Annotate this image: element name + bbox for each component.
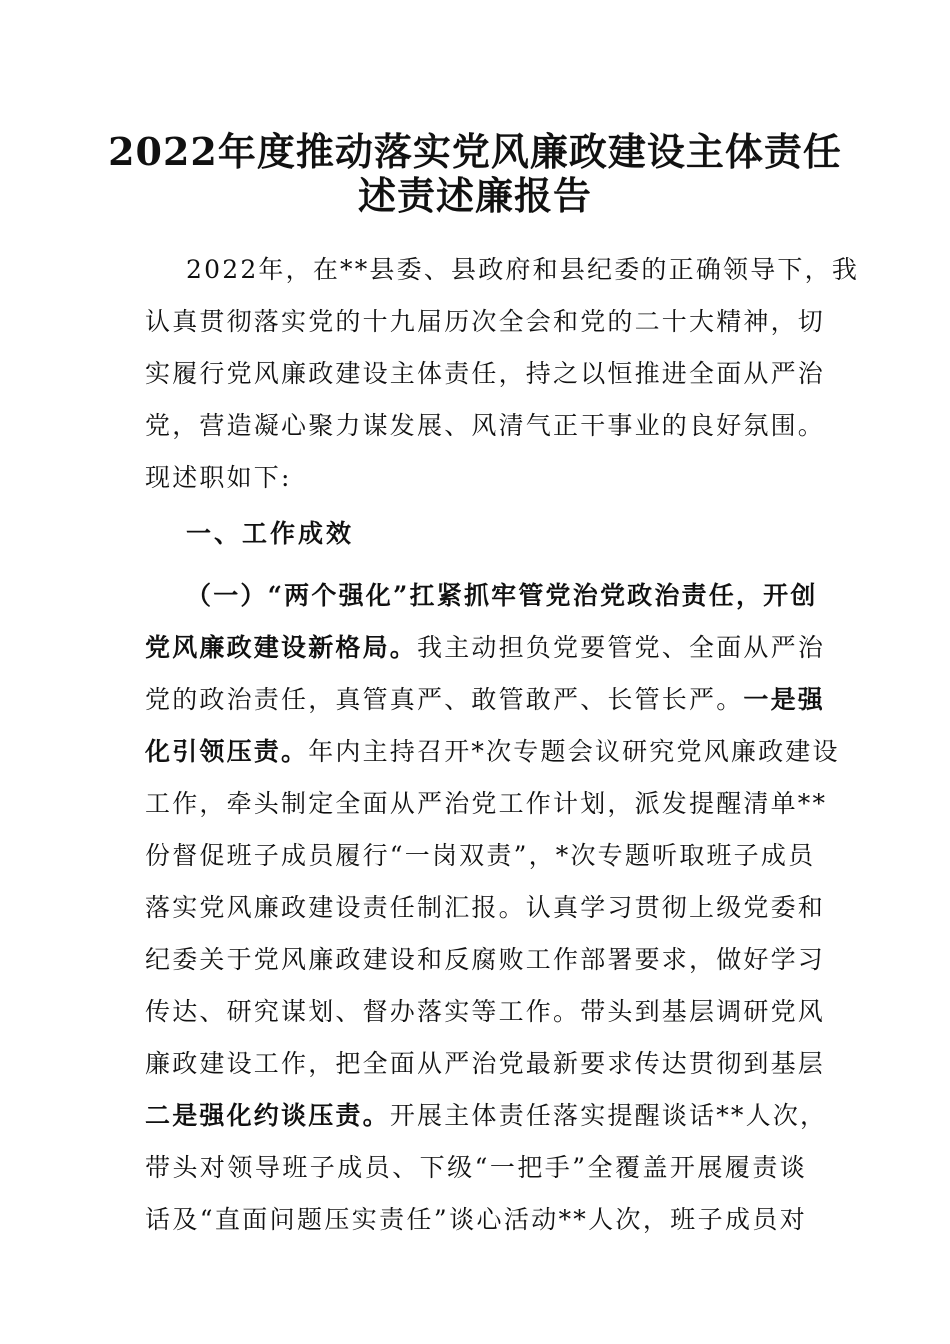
paragraph-text: 开展主体责任落实提醒谈话**人次， [389, 1101, 828, 1130]
paragraph-text: 年内主持召开*次专题会议研究党风廉政建设 [308, 737, 840, 766]
body-line-1: 工作，牵头制定全面从严治党工作计划，派发提醒清单** [145, 789, 828, 818]
point-two-label: 二是强化约谈压责。 [145, 1101, 390, 1130]
intro-line-4: 党，营造凝心聚力谋发展、风清气正干事业的良好氛围。 [145, 411, 826, 440]
body-line-5: 传达、研究谋划、督办落实等工作。带头到基层调研党风 [145, 997, 826, 1026]
intro-line-5: 现述职如下: [145, 463, 292, 492]
intro-line-2: 认真贯彻落实党的十九届历次全会和党的二十大精神，切 [145, 307, 826, 336]
document-title-line-1: 2022年度推动落实党风廉政建设主体责任 [108, 129, 842, 174]
paragraph-line [145, 1090, 828, 1142]
paragraph-text: 党的政治责任，真管真严、敢管敢严、长管长严。 [145, 685, 744, 714]
tail-line-2: 话及“直面问题压实责任”谈心活动**人次，班子成员对 [145, 1205, 807, 1234]
section-heading: 一、工作成效 [186, 519, 355, 548]
body-line-6: 廉政建设工作，把全面从严治党最新要求传达贯彻到基层 [145, 1049, 826, 1078]
subsection-heading-line-1: （一）“两个强化”扛紧抓牢管党治党政治责任，开创 [186, 581, 818, 610]
body-line-3: 落实党风廉政建设责任制汇报。认真学习贯彻上级党委和 [145, 893, 826, 922]
document-title-line-2: 述责述廉报告 [357, 173, 592, 218]
paragraph-line [145, 726, 840, 778]
point-one-label: 一是强 [743, 685, 826, 714]
point-one-label-tail: 化引领压责。 [145, 737, 309, 766]
paragraph-line [145, 674, 826, 726]
body-line-2: 份督促班子成员履行“一岗双责”，*次专题听取班子成员 [145, 841, 816, 870]
paragraph-text: 我主动担负党要管党、全面从严治 [417, 633, 826, 662]
subsection-heading-tail: 党风廉政建设新格局。 [145, 633, 418, 662]
intro-line-1: 2022年，在**县委、县政府和县纪委的正确领导下，我 [186, 255, 860, 284]
paragraph-line [145, 622, 826, 674]
tail-line-1: 带头对领导班子成员、下级“一把手”全覆盖开展履责谈 [145, 1153, 807, 1182]
intro-line-3: 实履行党风廉政建设主体责任，持之以恒推进全面从严治 [145, 359, 826, 388]
body-line-4: 纪委关于党风廉政建设和反腐败工作部署要求，做好学习 [145, 945, 826, 974]
